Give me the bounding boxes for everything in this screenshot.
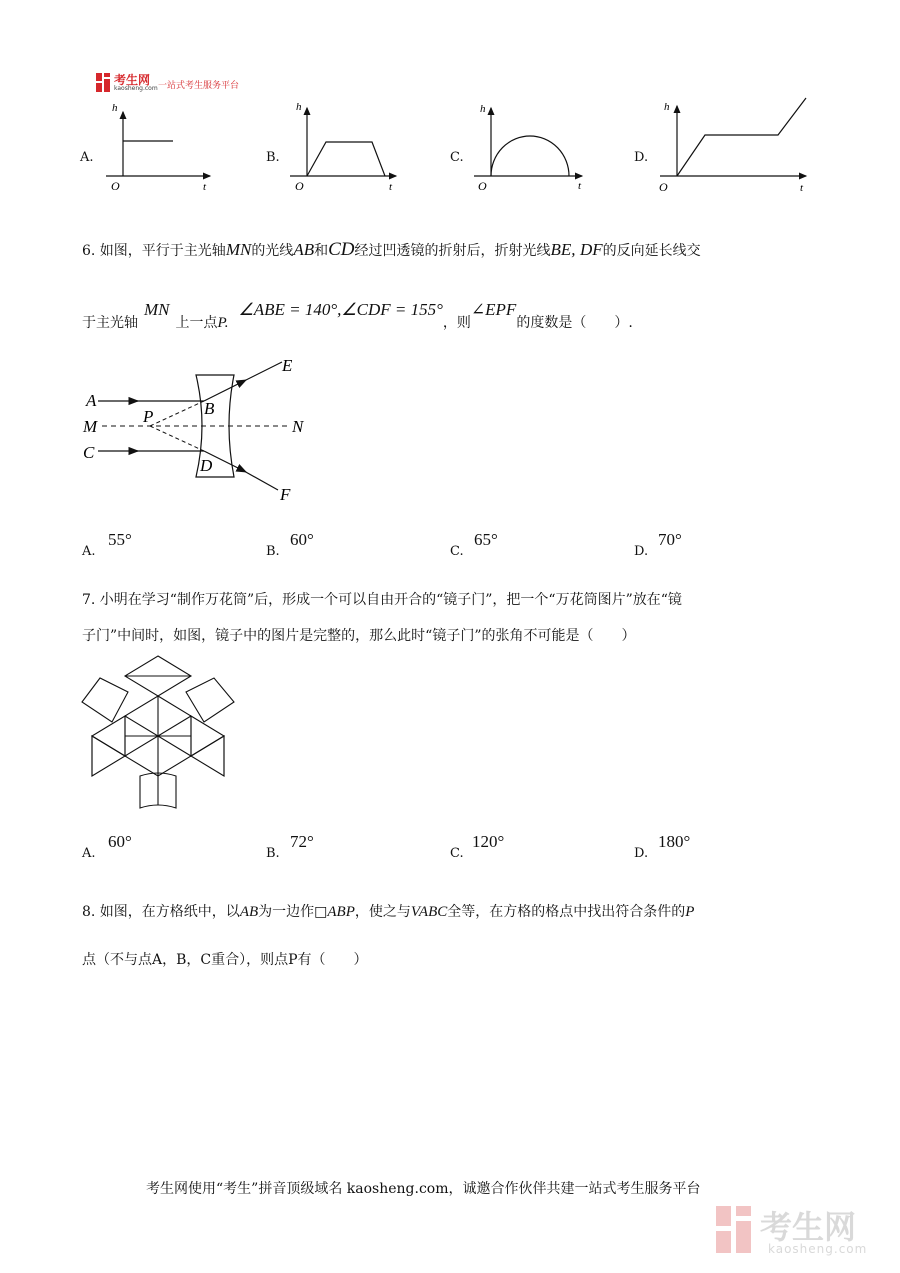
q6-text: 的反向延长线交 xyxy=(602,243,701,259)
q6-line2 xyxy=(82,302,633,342)
option-value: 120° xyxy=(472,832,505,851)
option-value: 70° xyxy=(658,530,682,549)
graph-option-c-label: C. xyxy=(450,150,464,165)
header-logo xyxy=(96,72,266,96)
q6-option-d[interactable] xyxy=(634,530,754,560)
option-label: B. xyxy=(266,846,280,861)
watermark-logo-icon xyxy=(716,1206,756,1254)
q8-line1 xyxy=(82,902,694,922)
graph-d-origin: O xyxy=(659,180,668,194)
option-label: D. xyxy=(634,846,649,861)
option-value: 180° xyxy=(658,832,691,851)
q8-line2: 点（不与点A，B，C重合），则点P有（ ） xyxy=(82,952,368,968)
q8-abc: VABC xyxy=(410,904,448,920)
q7-option-b[interactable] xyxy=(266,832,386,862)
label-a: A xyxy=(86,391,97,410)
q7-kaleidoscope-figure xyxy=(78,652,248,812)
q6-text: 经过凹透镜的折射后，折射光线 xyxy=(354,243,551,259)
q6-line1 xyxy=(82,240,701,261)
label-n: N xyxy=(292,417,304,436)
graph-option-b-label: B. xyxy=(266,150,280,165)
graph-option-c xyxy=(468,98,598,198)
graph-a-origin: O xyxy=(111,179,120,193)
q8-text: 8. 如图，在方格纸中，以 xyxy=(82,904,240,920)
graph-d-xlabel: t xyxy=(800,182,804,194)
label-e: E xyxy=(282,356,293,375)
q8-text: ，使之与 xyxy=(354,904,411,920)
graph-option-a-label: A. xyxy=(80,150,94,165)
q6-angles: ∠ABE = 140°,∠CDF = 155° xyxy=(238,300,443,319)
q8-abp: ABP xyxy=(327,904,355,920)
q6-lens-figure xyxy=(78,350,318,510)
q6-epf: ∠EPF xyxy=(470,300,517,319)
graph-option-a xyxy=(100,98,230,198)
q6-text: 6. 如图，平行于主光轴 xyxy=(82,243,226,259)
watermark xyxy=(716,1204,886,1260)
q6-p: P. xyxy=(217,315,229,331)
q6-text: 上一点 xyxy=(175,315,218,331)
q6-df: DF xyxy=(579,240,603,259)
option-label: A. xyxy=(82,846,96,861)
option-value: 72° xyxy=(290,832,314,851)
graph-b-xlabel: t xyxy=(389,181,393,193)
option-label: C. xyxy=(450,544,464,559)
q8-ab: AB xyxy=(239,904,259,920)
label-d: D xyxy=(200,456,213,475)
graph-c-origin: O xyxy=(478,179,487,193)
q6-text: 和 xyxy=(314,243,329,259)
q7-line2: 子门”中间时，如图，镜子中的图片是完整的，那么此时“镜子门”的张角不可能是（ ） xyxy=(82,628,636,644)
q6-text: 的光线 xyxy=(251,243,294,259)
label-p: P xyxy=(143,407,154,426)
q6-ab: AB xyxy=(293,240,315,259)
q6-option-c[interactable] xyxy=(450,530,570,560)
graph-option-b xyxy=(284,98,414,198)
q8-text: 为一边作□ xyxy=(258,904,328,920)
watermark-en: kaosheng.com xyxy=(768,1242,868,1256)
watermark-cn: 考生网 xyxy=(760,1208,857,1246)
q7-option-a[interactable] xyxy=(82,832,202,862)
graph-c-xlabel: t xyxy=(578,180,582,192)
graph-b-ylabel: h xyxy=(296,101,302,113)
q6-text: ，则 xyxy=(442,315,471,331)
graph-option-d xyxy=(656,96,816,196)
label-f: F xyxy=(280,485,291,504)
q6-text: 于主光轴 xyxy=(82,315,138,331)
label-m: M xyxy=(83,417,98,436)
graph-d-ylabel: h xyxy=(664,101,670,113)
option-label: A. xyxy=(82,544,96,559)
q6-mn: MN xyxy=(144,300,170,319)
graph-a-xlabel: t xyxy=(203,181,207,193)
logo-cn: 考生网 xyxy=(114,73,151,87)
graph-b-origin: O xyxy=(295,179,304,193)
graph-a-ylabel: h xyxy=(112,102,118,114)
option-value: 60° xyxy=(108,832,132,851)
q6-option-a[interactable] xyxy=(82,530,202,560)
q6-cd: CD xyxy=(328,239,355,260)
label-b: B xyxy=(204,399,215,418)
logo-icon xyxy=(96,73,112,93)
q6-text: 的度数是（ ）. xyxy=(516,315,633,331)
q8-text: 全等，在方格的格点中找出符合条件的 xyxy=(447,904,686,920)
option-label: D. xyxy=(634,544,649,559)
graph-c-ylabel: h xyxy=(480,103,486,115)
option-value: 60° xyxy=(290,530,314,549)
q7-option-c[interactable] xyxy=(450,832,570,862)
q6-be: BE, xyxy=(550,240,576,259)
q6-option-b[interactable] xyxy=(266,530,386,560)
graph-option-d-label: D. xyxy=(634,150,649,165)
footer-text: 考生网使用“考生”拼音顶级域名 kaosheng.com，诚邀合作伙伴共建一站式考生服务平台 xyxy=(146,1181,701,1197)
option-value: 65° xyxy=(474,530,498,549)
q7-line1: 7. 小明在学习“制作万花筒”后，形成一个可以自由开合的“镜子门”，把一个“万花筒图片”放在“镜 xyxy=(82,592,682,608)
option-value: 55° xyxy=(108,530,132,549)
q6-mn: MN xyxy=(225,240,252,259)
logo-en: kaosheng.com xyxy=(114,85,158,92)
q8-p: P xyxy=(685,904,695,920)
q7-option-d[interactable] xyxy=(634,832,754,862)
label-c: C xyxy=(83,443,95,462)
option-label: B. xyxy=(266,544,280,559)
option-label: C. xyxy=(450,846,464,861)
logo-slogan: 一站式考生服务平台 xyxy=(158,81,240,91)
